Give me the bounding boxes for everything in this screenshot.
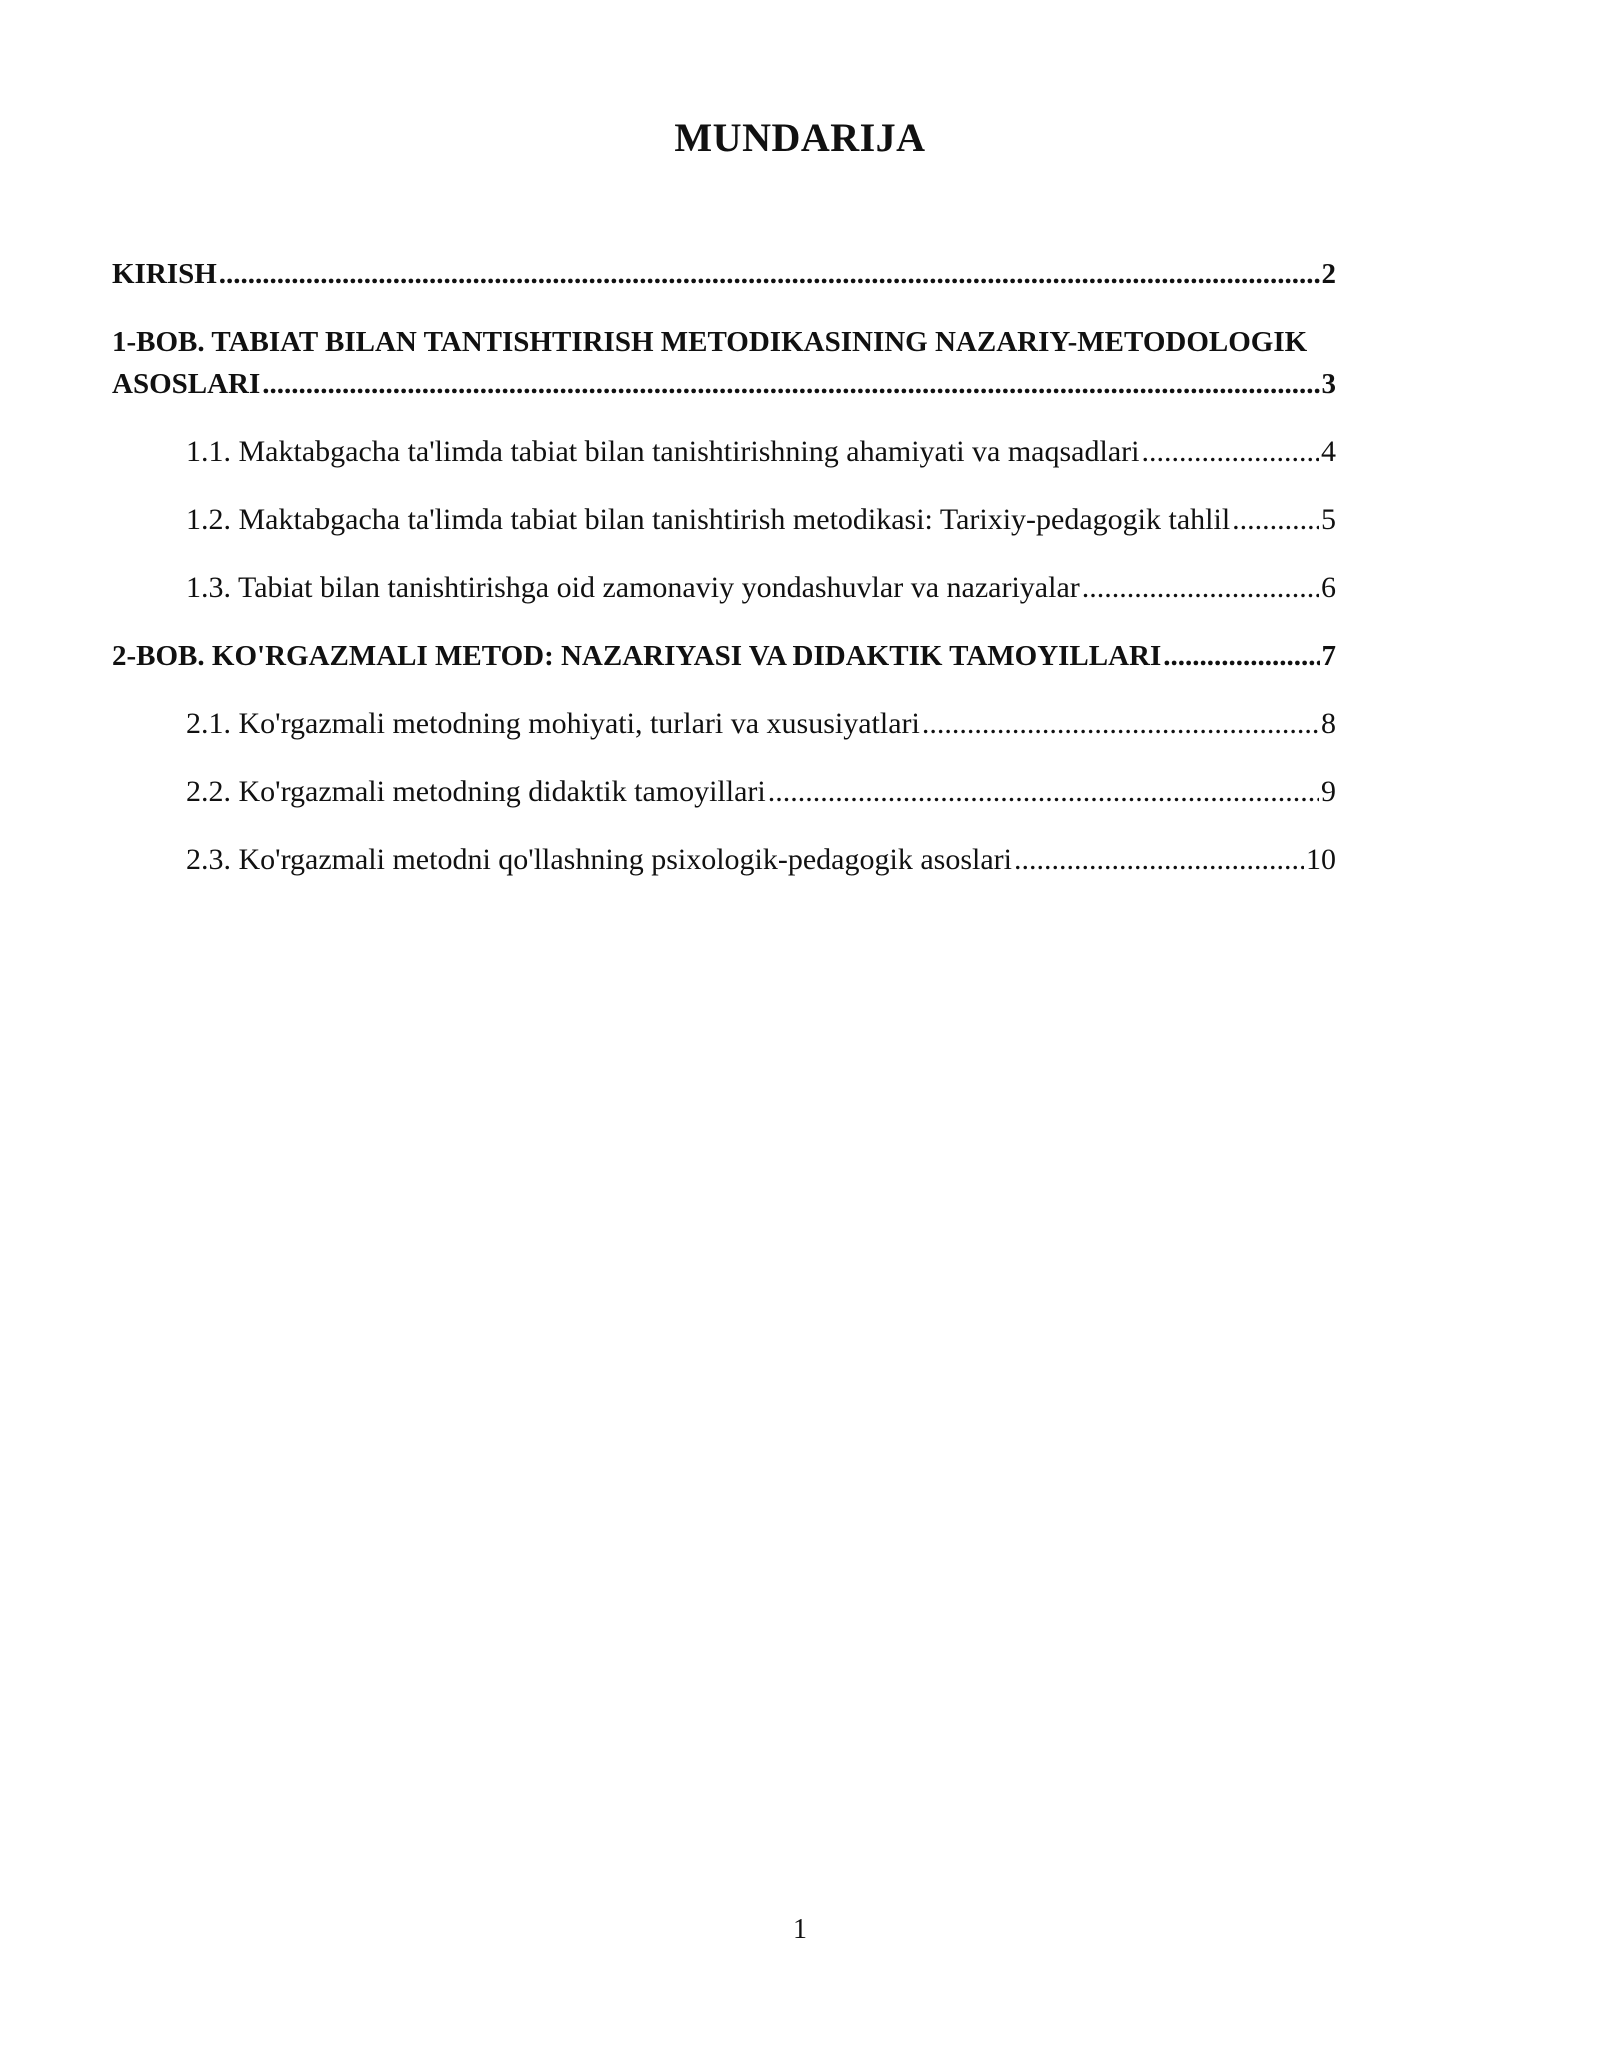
toc-chapter1-line1[interactable]: 1-BOB. TABIAT BILAN TANTISHTIRISH METODIKASINING NAZARIY-METODOLOGIK (112, 326, 1308, 358)
toc-entry-page: 7 (1321, 640, 1336, 672)
toc-entry-page: 9 (1321, 775, 1336, 808)
toc-entry-chapter1[interactable] (112, 364, 1336, 404)
toc-entry-label: 2.2. Ko'rgazmali metodning didaktik tamoyillari (186, 775, 766, 808)
dot-leader (219, 254, 1320, 294)
toc-entry-page: 8 (1321, 707, 1336, 740)
dot-leader (1014, 840, 1304, 880)
toc-entry-label: 1.2. Maktabgacha ta'limda tabiat bilan tanishtirish metodikasi: Tarixiy-pedagogik tahlil (186, 503, 1231, 536)
toc-entry-page: 2 (1321, 258, 1336, 290)
toc-entry-section-1-3[interactable] (186, 568, 1336, 608)
dot-leader (1082, 568, 1319, 608)
toc-entry-chapter2[interactable] (112, 636, 1336, 676)
toc-entry-label: 2.1. Ko'rgazmali metodning mohiyati, turlari va xususiyatlari (186, 707, 920, 740)
toc-entry-section-2-2[interactable] (186, 772, 1336, 812)
toc-entry-page: 10 (1306, 843, 1336, 876)
toc-entry-page: 6 (1321, 571, 1336, 604)
toc-entry-section-1-2[interactable] (186, 500, 1336, 540)
toc-entry-label: ASOSLARI (112, 368, 261, 400)
toc-entry-page: 4 (1321, 435, 1336, 468)
toc-entry-intro[interactable] (112, 254, 1336, 294)
toc-entry-label: 2-BOB. KO'RGAZMALI METOD: NAZARIYASI VA DIDAKTIK TAMOYILLARI (112, 640, 1162, 672)
toc-entry-section-2-1[interactable] (186, 704, 1336, 744)
toc-entry-page: 5 (1321, 503, 1336, 536)
toc-entry-label: 1.1. Maktabgacha ta'limda tabiat bilan tanishtirishning ahamiyati va maqsadlari (186, 435, 1140, 468)
dot-leader (1141, 432, 1319, 472)
page-title: MUNDARIJA (674, 115, 926, 160)
dot-leader (1232, 500, 1319, 540)
dot-leader (262, 364, 1319, 404)
toc-entry-label: 1.3. Tabiat bilan tanishtirishga oid zamonaviy yondashuvlar va nazariyalar (186, 571, 1080, 604)
toc-entry-section-2-3[interactable] (186, 840, 1336, 880)
dot-leader (922, 704, 1319, 744)
toc-entry-label: 2.3. Ko'rgazmali metodni qo'llashning psixologik-pedagogik asoslari (186, 843, 1012, 876)
page-number: 1 (793, 1914, 807, 1945)
toc-entry-label: KIRISH (112, 258, 217, 290)
dot-leader (1163, 636, 1319, 676)
toc-entry-section-1-1[interactable] (186, 432, 1336, 472)
toc-entry-page: 3 (1321, 368, 1336, 400)
dot-leader (768, 772, 1319, 812)
